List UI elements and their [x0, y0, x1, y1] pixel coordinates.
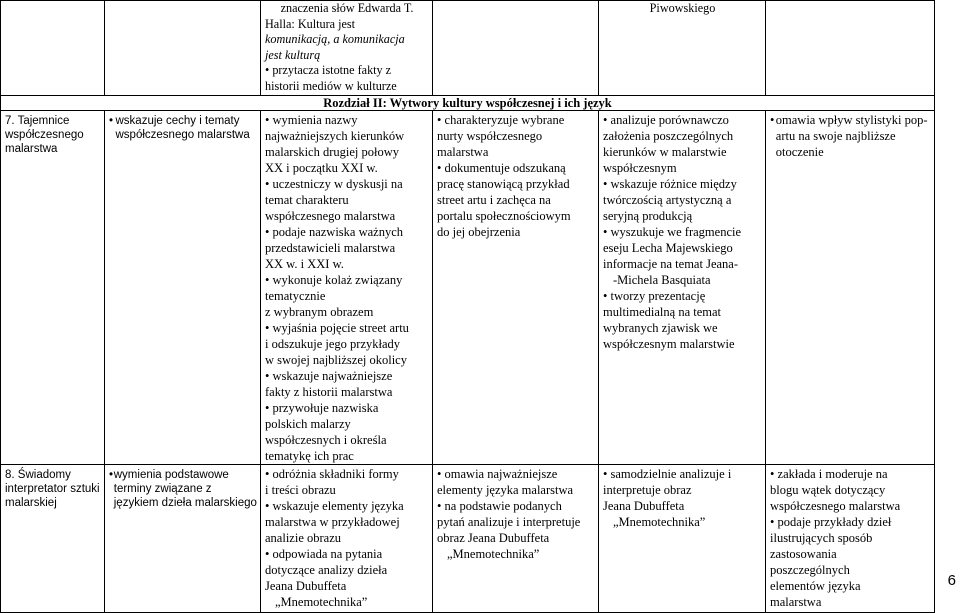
bullet-text: na podstawie podanych — [441, 499, 562, 513]
text-line: tematycznie — [265, 289, 326, 303]
col5-cell — [599, 465, 766, 613]
bullet-text: omawia najważniejsze — [441, 467, 558, 481]
bullet-icon: • — [770, 467, 775, 481]
cont-cell-2 — [105, 1, 261, 96]
col2-cell — [105, 111, 261, 465]
bullet-icon: • — [265, 369, 270, 383]
text-line: interpretuje obraz — [603, 483, 692, 497]
bullet-text: wskazuje najważniejsze — [269, 369, 393, 383]
text-line: XX w. i XXI w. — [265, 257, 344, 271]
text-line: zastosowania — [770, 547, 837, 561]
bullet-icon: • — [437, 113, 442, 127]
bullet-icon: • — [265, 547, 270, 561]
bullet-icon: • — [265, 467, 270, 481]
text-line: polskich malarzy — [265, 417, 351, 431]
text-line: i odszukuje jego przykłady — [265, 337, 401, 351]
bullet-icon: • — [437, 499, 442, 513]
text-line: fakty z historii malarstwa — [265, 385, 393, 399]
cont-line: komunikacją, a komunikacja — [265, 32, 405, 46]
bullet-text: zakłada i moderuje na — [774, 467, 888, 481]
cont-cell-6 — [766, 1, 935, 96]
text-line: „Mnemotechnika” — [275, 595, 368, 609]
cont-line: historii mediów w kulturze — [265, 78, 397, 93]
bullet-line — [265, 320, 429, 336]
text-line: blogu wątek dotyczący — [770, 483, 886, 497]
text-line: „Mnemotechnika” — [613, 515, 706, 529]
bullet-icon: • — [603, 289, 608, 303]
bullet-text: odróżnia składniki formy — [269, 467, 399, 481]
bullet-text: uczestniczy w dyskusji na — [269, 177, 403, 191]
bullet-icon: • — [603, 113, 608, 127]
bullet-line — [437, 466, 595, 482]
col6-cell — [766, 111, 935, 465]
text-line: Jeana Dubuffeta — [603, 499, 685, 513]
text-line: eseju Lecha Majewskiego — [603, 241, 733, 255]
text-line: założenia poszczególnych — [603, 129, 734, 143]
cont-cell-3 — [261, 1, 433, 96]
bullet-text: tworzy prezentację — [607, 289, 706, 303]
text-line: współczesnych i określa — [265, 433, 387, 447]
row-label: 7. Tajemnice współczesnego malarstwa — [1, 111, 105, 465]
bullet-line — [603, 176, 762, 192]
text-line: elementów języka — [770, 579, 861, 593]
text-line: informacje na temat Jeana- — [603, 257, 738, 271]
bullet-line — [265, 176, 429, 192]
text-line: kierunków w malarstwie — [603, 145, 727, 159]
text-line: pracę stanowiącą przykład — [437, 177, 570, 191]
text-line: analizie obrazu — [265, 531, 341, 545]
bullet-text: wyjaśnia pojęcie street artu — [269, 321, 409, 335]
text-line: i treści obrazu — [265, 483, 336, 497]
col2-cell — [105, 465, 261, 613]
text-line: dotyczące analizy dzieła — [265, 563, 388, 577]
bullet-line — [603, 112, 762, 128]
bullet-text: podaje nazwiska ważnych — [269, 225, 404, 239]
text-line: XX i początku XXI w. — [265, 161, 378, 175]
text-line: Jeana Dubuffeta — [265, 579, 347, 593]
bullet-icon: • — [437, 467, 442, 481]
bullet-icon: • — [265, 177, 270, 191]
bullet-line — [265, 546, 429, 562]
text-line: współczesnego malarstwa — [770, 499, 901, 513]
text-line: współczesnego malarstwa — [265, 209, 396, 223]
bullet-icon: • — [265, 225, 270, 239]
text-line: w swojej najbliższej okolicy — [265, 353, 407, 367]
bullet-icon: • — [265, 273, 270, 287]
bullet-line — [265, 498, 429, 514]
text-line: przedstawicieli malarstwa — [265, 241, 396, 255]
text-line: ilustrujących sposób — [770, 531, 873, 545]
col4-cell — [433, 465, 599, 613]
text-line: z wybranym obrazem — [265, 305, 374, 319]
cont-line: • przytacza istotne fakty z — [265, 63, 392, 77]
text-line: pytań analizuje i interpretuje — [437, 515, 581, 529]
bullet-line — [265, 368, 429, 384]
bullet-line — [770, 514, 931, 530]
bullet-item: • omawia wpływ stylistyki pop-artu na swoje najbliższe otoczenie — [770, 113, 928, 159]
bullet-line — [265, 224, 429, 240]
bullet-item: • wymienia podstawowe terminy związane z językiem dzieła malarskiego — [109, 469, 257, 509]
text-line: malarskich drugiej połowy — [265, 145, 399, 159]
bullet-text: wskazuje elementy języka — [269, 499, 404, 513]
bullet-item: • wskazuje cechy i tematy współczesnego malarstwa — [109, 115, 250, 141]
text-line: najważniejszych kierunków — [265, 129, 405, 143]
text-line: street artu i zachęca na — [437, 193, 551, 207]
text-line: malarstwa — [437, 145, 489, 159]
col5-cell — [599, 111, 766, 465]
bullet-line — [770, 466, 931, 482]
bullet-line — [603, 224, 762, 240]
bullet-text: wskazuje różnice między — [607, 177, 737, 191]
bullet-icon: • — [437, 161, 442, 175]
bullet-text: wykonuje kolaż związany — [269, 273, 403, 287]
text-line: elementy języka malarstwa — [437, 483, 574, 497]
bullet-icon: • — [603, 467, 608, 481]
text-line: do jej obejrzenia — [437, 225, 521, 239]
text-line: twórczością artystyczną a — [603, 193, 732, 207]
text-line: współczesnym — [603, 161, 677, 175]
section-heading: Rozdział II: Wytwory kultury współczesnej i ich język — [1, 96, 935, 111]
text-line: malarstwa w przykładowej — [265, 515, 400, 529]
bullet-line — [265, 112, 429, 128]
text-line: temat charakteru — [265, 193, 349, 207]
cont-cell-5: Piwowskiego — [599, 1, 766, 96]
continuation-row — [1, 1, 935, 96]
section-heading-row — [1, 96, 935, 111]
bullet-line — [603, 288, 762, 304]
bullet-icon: • — [265, 401, 270, 415]
bullet-icon: • — [265, 321, 270, 335]
bullet-text: analizuje porównawczo — [607, 113, 729, 127]
bullet-icon: • — [603, 177, 608, 191]
text-line: portalu społecznościowym — [437, 209, 571, 223]
bullet-text: wymienia nazwy — [269, 113, 358, 127]
bullet-text: przywołuje nazwiska — [269, 401, 379, 415]
bullet-text: wyszukuje we fragmencie — [607, 225, 742, 239]
table-row-7 — [1, 111, 935, 465]
col4-cell — [433, 111, 599, 465]
col6-cell — [766, 465, 935, 613]
text-line: „Mnemotechnika” — [447, 547, 540, 561]
bullet-line — [437, 498, 595, 514]
text-line: malarstwa — [770, 595, 822, 609]
text-line: nurty współczesnego — [437, 129, 543, 143]
bullet-icon: • — [265, 499, 270, 513]
table-row-8 — [1, 465, 935, 613]
bullet-line — [437, 112, 595, 128]
text-line: multimedialną na temat — [603, 305, 722, 319]
cont-cell-4 — [433, 1, 599, 96]
col3-cell — [261, 465, 433, 613]
bullet-text: samodzielnie analizuje i — [607, 467, 732, 481]
bullet-line — [265, 400, 429, 416]
bullet-icon: • — [603, 225, 608, 239]
cont-line: znaczenia słów Edwarda T. — [280, 1, 414, 15]
bullet-text: dokumentuje odszukaną — [441, 161, 566, 175]
bullet-text: charakteryzuje wybrane — [441, 113, 565, 127]
text-line: obraz Jeana Dubuffeta — [437, 531, 550, 545]
text-line: poszczególnych — [770, 563, 850, 577]
bullet-line — [265, 272, 429, 288]
text-line: współczesnym malarstwie — [603, 337, 735, 351]
page-number: 6 — [947, 572, 956, 589]
bullet-line — [437, 160, 595, 176]
bullet-line — [603, 466, 762, 482]
bullet-line — [265, 466, 429, 482]
row-label: 8. Świadomy interpretator sztuki malarskiej — [1, 465, 105, 613]
bullet-icon: • — [770, 515, 775, 529]
cont-cell-1 — [1, 1, 105, 96]
cont-line: jest kulturą — [265, 47, 321, 62]
text-line: seryjną produkcją — [603, 209, 693, 223]
text-line: wybranych zjawisk we — [603, 321, 718, 335]
col3-cell — [261, 111, 433, 465]
text-line: -Michela Basquiata — [613, 273, 711, 287]
cont-line: Halla: Kultura jest — [265, 16, 356, 31]
bullet-text: podaje przykłady dzieł — [774, 515, 892, 529]
bullet-icon: • — [265, 113, 270, 127]
text-line: tematykę ich prac — [265, 449, 354, 463]
bullet-text: odpowiada na pytania — [269, 547, 383, 561]
